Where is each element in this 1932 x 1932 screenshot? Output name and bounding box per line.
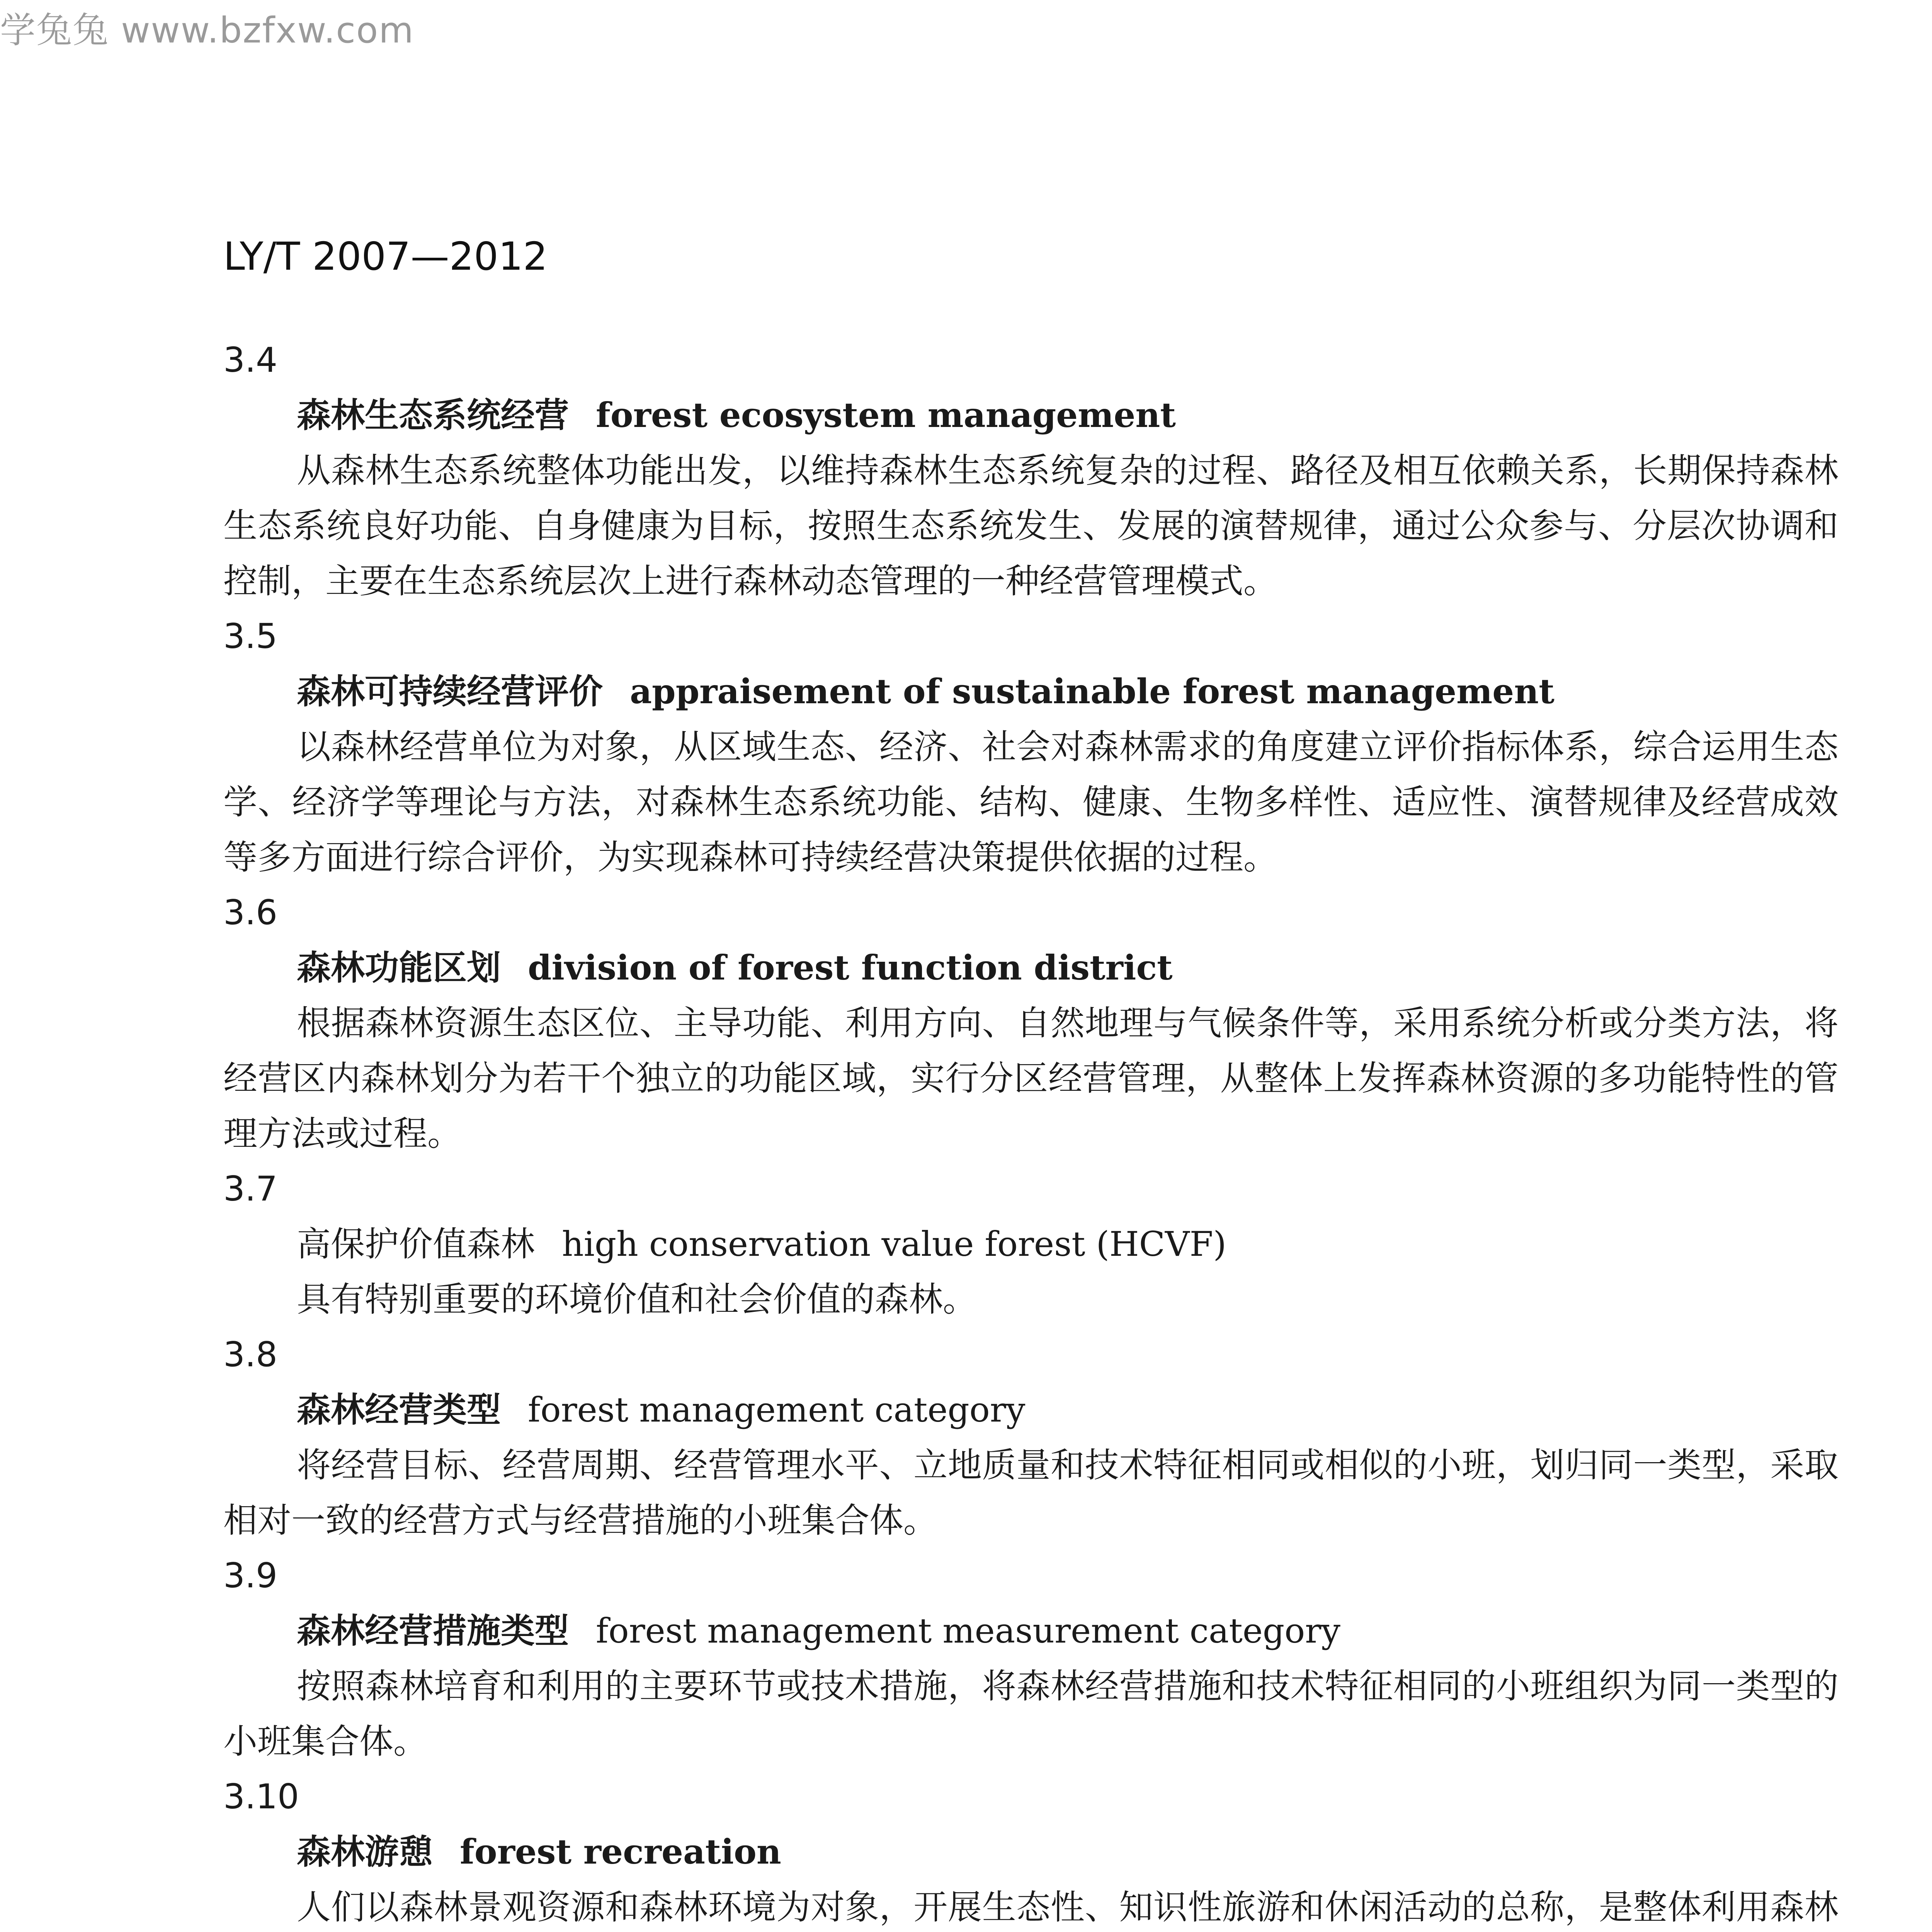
term-definition: 具有特别重要的环境价值和社会价值的森林。 [297,1279,977,1319]
term-title-en: division of forest function district [528,947,1173,988]
term-title-en: forest management category [528,1390,1026,1430]
term-title-zh: 高保护价值森林 [297,1224,535,1264]
term-title [223,1382,1838,1437]
term-3-8 [223,1327,1838,1548]
term-definition: 人们以森林景观资源和森林环境为对象，开展生态性、知识性旅游和休闲活动的总称，是整体利用森林 [297,1887,1838,1927]
term-number: 3.9 [223,1556,277,1595]
term-number: 3.6 [223,893,277,932]
term-title-zh: 森林经营措施类型 [297,1611,569,1651]
term-title-zh: 森林生态系统经营 [297,395,569,435]
term-title-en: forest ecosystem management [596,395,1176,435]
term-3-6 [223,885,1838,1161]
term-title-en: high conservation value forest (HCVF) [562,1224,1226,1264]
term-title [223,1603,1838,1658]
term-number: 3.8 [223,1335,277,1374]
term-definition: 从森林生态系统整体功能出发，以维持森林生态系统复杂的过程、路径及相互依赖关系，长期保持森林生态系统良好功能、自身健康为目标，按照生态系统发生、发展的演替规律，通过公众参与、分层次协调和控制，主要在生态系统层次上进行森林动态管理的一种经营管理模式。 [223,451,1838,601]
term-3-7 [223,1161,1838,1327]
term-title-zh: 森林可持续经营评价 [297,671,603,711]
term-definition: 根据森林资源生态区位、主导功能、利用方向、自然地理与气候条件等，采用系统分析或分类方法，将经营区内森林划分为若干个独立的功能区域，实行分区经营管理，从整体上发挥森林资源的多功能特性的管理方法或过程。 [223,1003,1838,1153]
watermark: 学兔兔 www.bzfxw.com [0,10,414,51]
term-number: 3.10 [223,1777,299,1816]
terms-section [223,332,1838,1932]
term-title [223,664,1838,719]
term-title-en: appraisement of sustainable forest management [630,671,1554,711]
term-title-zh: 森林功能区划 [297,947,501,988]
standard-code: LY/T 2007—2012 [223,234,548,279]
term-definition: 按照森林培育和利用的主要环节或技术措施，将森林经营措施和技术特征相同的小班组织为同一类型的小班集合体。 [223,1666,1838,1761]
term-number: 3.5 [223,616,277,656]
term-title [223,1216,1838,1272]
term-title [223,388,1838,443]
term-title-zh: 森林游憩 [297,1832,433,1872]
term-title [223,1824,1838,1879]
term-definition: 以森林经营单位为对象，从区域生态、经济、社会对森林需求的角度建立评价指标体系，综合运用生态学、经济学等理论与方法，对森林生态系统功能、结构、健康、生物多样性、适应性、演替规律及经营成效等多方面进行综合评价，为实现森林可持续经营决策提供依据的过程。 [223,727,1838,877]
term-number: 3.4 [223,340,277,380]
term-title [223,940,1838,995]
term-definition: 将经营目标、经营周期、经营管理水平、立地质量和技术特征相同或相似的小班，划归同一类型，采取相对一致的经营方式与经营措施的小班集合体。 [223,1445,1838,1540]
term-title-en: forest recreation [460,1832,781,1872]
term-3-9 [223,1548,1838,1769]
term-3-5 [223,609,1838,885]
term-3-10 [223,1769,1838,1932]
term-3-4 [223,332,1838,609]
term-title-en: forest management measurement category [596,1611,1340,1651]
term-title-zh: 森林经营类型 [297,1389,501,1430]
term-number: 3.7 [223,1169,277,1209]
